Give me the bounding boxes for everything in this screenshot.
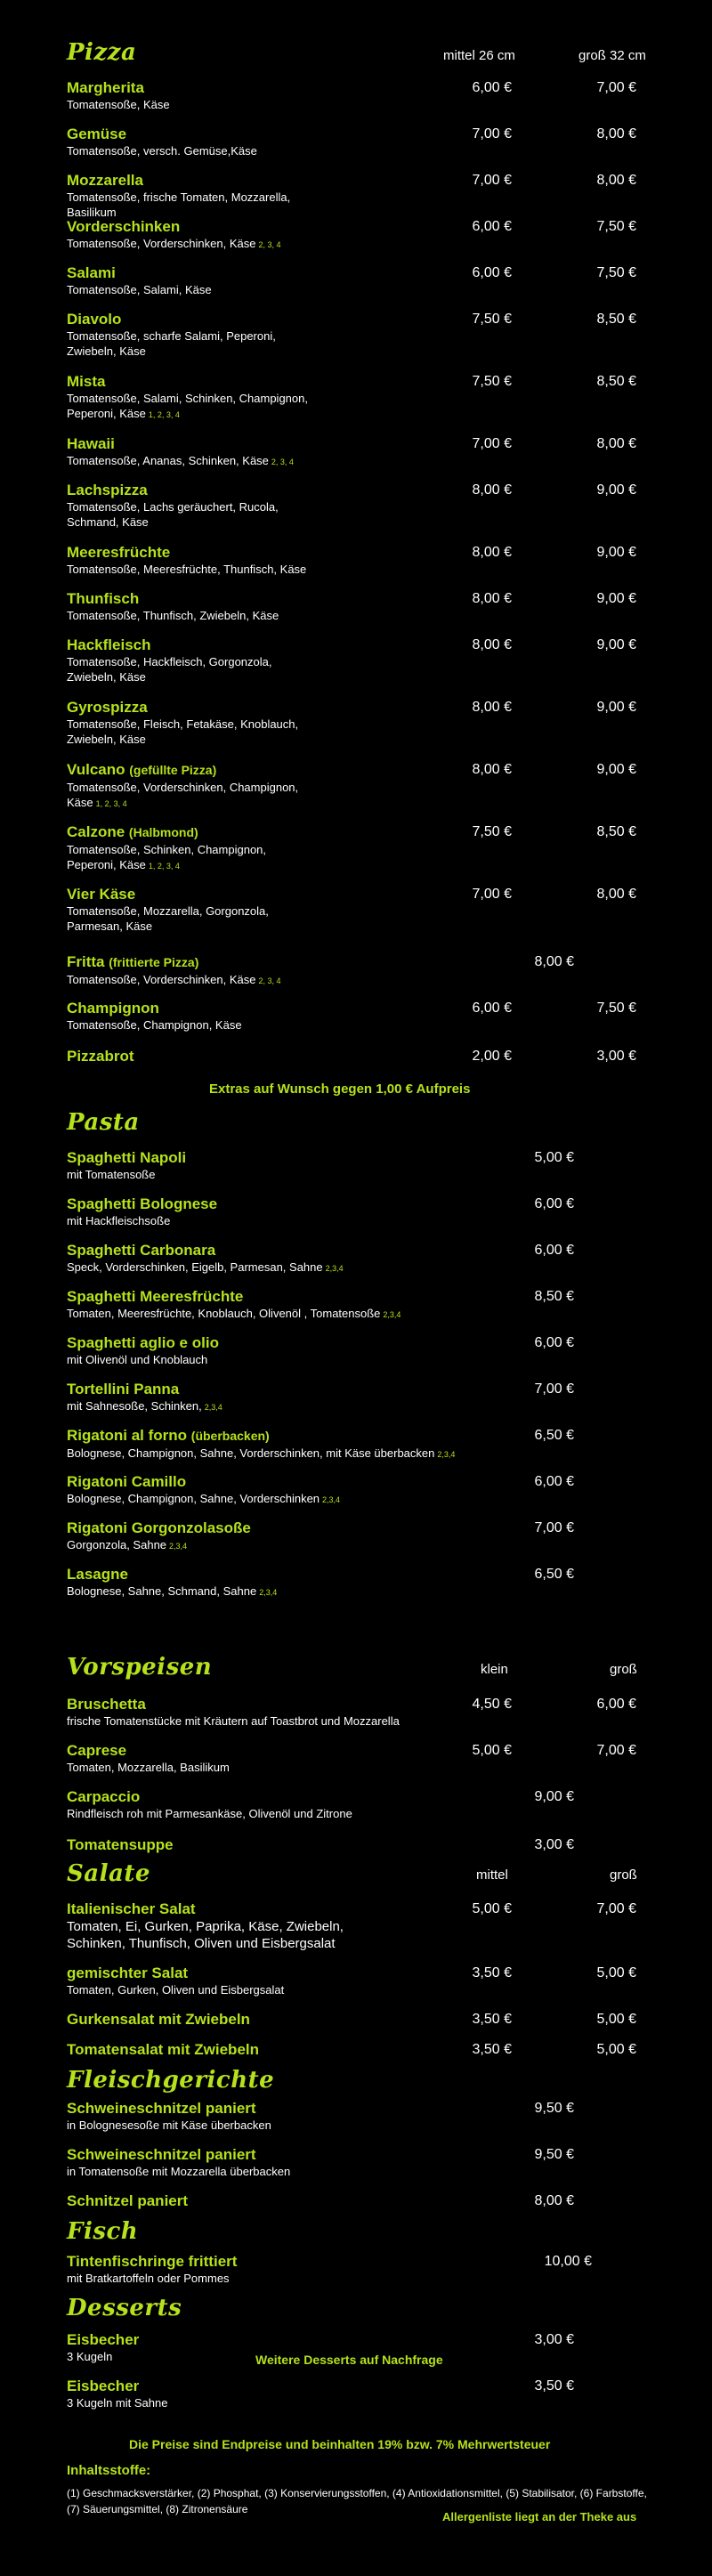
pizza-item-name: [67, 952, 690, 972]
vorspeisen-item: [67, 1835, 690, 1854]
pizza-price-gross: 8,50 €: [596, 374, 636, 389]
pizza-price-gross: 8,50 €: [596, 312, 636, 327]
pizza-item-description-text: Tomatensoße, scharfe Salami, Peperoni, Zwiebeln, Käse: [67, 329, 276, 358]
pizza-price-mittel: 6,00 €: [472, 219, 512, 234]
salate-item-description-text: Tomaten, Gurken, Oliven und Eisbergsalat: [67, 1983, 285, 1997]
pizza-price-gross: 9,00 €: [596, 545, 636, 560]
pizza-price-gross: 7,50 €: [596, 1000, 636, 1016]
desserts-item-description-text: 3 Kugeln mit Sahne: [67, 2396, 168, 2410]
pasta-item-name: [67, 1195, 690, 1213]
desserts-item: [67, 2377, 690, 2410]
pizza-extras-note: Extras auf Wunsch gegen 1,00 € Aufpreis: [209, 1081, 471, 1097]
pasta-item-description: [67, 1167, 494, 1182]
pizza-price-mittel: 2,00 €: [472, 1049, 512, 1064]
pizza-item-title: Mista: [67, 373, 106, 390]
pasta-item-name: [67, 1148, 690, 1167]
pasta-item: [67, 1148, 690, 1182]
vorspeisen-col2-header: groß: [610, 1662, 637, 1677]
pizza-item-description-text: Tomatensoße, Vorderschinken, Champignon, Käse: [67, 781, 299, 809]
pasta-item-title: Spaghetti Napoli: [67, 1149, 187, 1166]
pasta-item-subtitle: (überbacken): [190, 1429, 270, 1443]
pasta-price: 6,00 €: [534, 1196, 574, 1211]
pizza-price-gross: 8,50 €: [596, 824, 636, 839]
pizza-item-description-text: Tomatensoße, Hackfleisch, Gorgonzola, Zwiebeln, Käse: [67, 655, 272, 684]
pizza-price-gross: 8,00 €: [596, 887, 636, 902]
fisch-item-description: [67, 2271, 494, 2286]
pizza-item-description: [67, 236, 316, 253]
pizza-price-mittel: 8,00 €: [472, 762, 512, 777]
pizza-price-mittel: 7,00 €: [472, 173, 512, 188]
vorspeisen-item-title: Bruschetta: [67, 1696, 146, 1713]
desserts-item-name: [67, 2377, 690, 2395]
pizza-price-gross: 9,00 €: [596, 700, 636, 715]
pizza-price-gross: 9,00 €: [596, 637, 636, 652]
pasta-item-description: [67, 1446, 494, 1462]
pizza-item-description-text: Tomatensoße, Thunfisch, Zwiebeln, Käse: [67, 609, 279, 622]
vorspeisen-price-single: 9,00 €: [534, 1789, 574, 1804]
pizza-item-title: Calzone: [67, 823, 125, 840]
salate-section-title: Salate: [67, 1860, 150, 1887]
salate-price-mittel: 3,50 €: [472, 2012, 512, 2027]
pizza-price-gross: 7,50 €: [596, 265, 636, 280]
fleisch-item-title: Schweineschnitzel paniert: [67, 2146, 256, 2163]
pizza-item-allergens: 1, 2, 3, 4: [95, 799, 127, 808]
salate-item-title: Tomatensalat mit Zwiebeln: [67, 2041, 260, 2058]
pizza-item-description: [67, 391, 316, 423]
pizza-col1-header: mittel 26 cm: [443, 48, 515, 63]
pasta-item-allergens: 2,3,4: [325, 1264, 344, 1273]
salate-item-description: [67, 1982, 494, 1997]
pizza-price-single: 8,00 €: [534, 954, 574, 969]
pasta-price: 6,00 €: [534, 1474, 574, 1489]
vorspeisen-item-description: [67, 1713, 494, 1729]
desserts-item-description-text: 3 Kugeln: [67, 2350, 113, 2363]
pizza-price-mittel: 7,00 €: [472, 887, 512, 902]
pasta-item-description-text: Gorgonzola, Sahne: [67, 1538, 167, 1551]
vorspeisen-col1-header: klein: [481, 1662, 508, 1677]
fisch-item-title: Tintenfischringe frittiert: [67, 2253, 238, 2270]
pizza-item-description-text: Tomatensoße, Meeresfrüchte, Thunfisch, Käse: [67, 563, 307, 576]
vorspeisen-item-description: [67, 1806, 494, 1821]
pizza-item-description: [67, 780, 316, 812]
pasta-item-title: Rigatoni al forno: [67, 1427, 188, 1444]
pasta-item-description-text: Bolognese, Champignon, Sahne, Vorderschinken, mit Käse überbacken: [67, 1446, 435, 1460]
pasta-item: [67, 1380, 690, 1415]
pizza-item-allergens: 2, 3, 4: [258, 240, 281, 249]
pizza-price-mittel: 7,50 €: [472, 312, 512, 327]
pasta-item-description-text: Bolognese, Champignon, Sahne, Vorderschinken: [67, 1492, 320, 1505]
vorspeisen-item-title: Caprese: [67, 1742, 127, 1759]
pasta-item-allergens: 2,3,4: [437, 1450, 456, 1459]
vorspeisen-item-description-text: Tomaten, Mozzarella, Basilikum: [67, 1761, 230, 1774]
pizza-item-description: [67, 453, 316, 470]
pasta-item-name: [67, 1241, 690, 1260]
pizza-item-title: Margherita: [67, 79, 144, 96]
vorspeisen-price-gross: 7,00 €: [596, 1743, 636, 1758]
pizza-price-mittel: 8,00 €: [472, 482, 512, 498]
pizza-item-description: [67, 608, 316, 623]
allergen-list-note: Allergenliste liegt an der Theke aus: [442, 2510, 637, 2523]
salate-price-gross: 5,00 €: [596, 1965, 636, 1981]
pizza-price-mittel: 7,50 €: [472, 824, 512, 839]
vorspeisen-section-title: Vorspeisen: [67, 1654, 213, 1681]
desserts-price: 3,50 €: [534, 2378, 574, 2394]
pasta-item-description-text: Bolognese, Sahne, Schmand, Sahne: [67, 1584, 257, 1598]
desserts-item-description: [67, 2395, 494, 2410]
pizza-item-title: Hackfleisch: [67, 636, 151, 653]
pasta-price: 7,00 €: [534, 1520, 574, 1535]
pasta-item-name: [67, 1519, 690, 1537]
pasta-item: [67, 1195, 690, 1228]
pasta-item-description: [67, 1398, 494, 1415]
pasta-item-title: Spaghetti Bolognese: [67, 1195, 218, 1212]
pizza-item-title: Lachspizza: [67, 482, 148, 498]
pasta-item-name: [67, 1565, 690, 1584]
pizza-item-title: Meeresfrüchte: [67, 544, 171, 561]
pasta-price: 6,00 €: [534, 1243, 574, 1258]
pasta-item: [67, 1565, 690, 1600]
pizza-item-description-text: Tomatensoße, Käse: [67, 98, 170, 111]
pizza-col2-header: groß 32 cm: [578, 48, 646, 63]
vorspeisen-item-name: [67, 1787, 690, 1806]
pizza-item-allergens: 2, 3, 4: [258, 976, 281, 985]
pasta-item-description: [67, 1260, 494, 1276]
inhaltsstoffe-line-1: (1) Geschmacksverstärker, (2) Phosphat, (3) Konservierungsstoffen, (4) Antioxidationsmittel, (5) Stabilisator, (6) Farbstoffe,: [67, 2487, 647, 2499]
pizza-item-description: [67, 143, 316, 158]
pizza-item-description-text: Tomatensoße, Fleisch, Fetakäse, Knoblauch, Zwiebeln, Käse: [67, 717, 299, 746]
fleisch-item-title: Schnitzel paniert: [67, 2192, 189, 2209]
salate-price-gross: 5,00 €: [596, 2012, 636, 2027]
pizza-item-description-text: Tomatensoße, Champignon, Käse: [67, 1018, 242, 1032]
pizza-item-subtitle: (Halbmond): [128, 825, 198, 839]
vorspeisen-price-gross: 6,00 €: [596, 1697, 636, 1712]
pizza-item-description: [67, 654, 316, 685]
pasta-item-title: Spaghetti Carbonara: [67, 1242, 216, 1259]
pizza-item-description-text: Tomatensoße, Schinken, Champignon, Peperoni, Käse: [67, 843, 267, 871]
fisch-item-description-text: mit Bratkartoffeln oder Pommes: [67, 2272, 230, 2285]
salate-item-description: [67, 1918, 360, 1952]
pasta-item-title: Spaghetti aglio e olio: [67, 1334, 219, 1351]
pasta-item-name: [67, 1426, 690, 1446]
fleisch-item: [67, 2099, 690, 2133]
pizza-item-title: Vulcano: [67, 761, 125, 778]
pasta-item: [67, 1426, 690, 1462]
pasta-item-title: Rigatoni Gorgonzolasoße: [67, 1519, 251, 1536]
pasta-item-description-text: Tomaten, Meeresfrüchte, Knoblauch, Olivenöl , Tomatensoße: [67, 1307, 381, 1320]
salate-price-mittel: 3,50 €: [472, 1965, 512, 1981]
pasta-item-description-text: mit Hackfleischsoße: [67, 1214, 171, 1227]
pizza-price-gross: 7,00 €: [596, 80, 636, 95]
pizza-item-title: Vorderschinken: [67, 218, 181, 235]
pizza-item-description: [67, 562, 316, 577]
pasta-item: [67, 1241, 690, 1276]
fleisch-item-title: Schweineschnitzel paniert: [67, 2100, 256, 2117]
pasta-price: 6,00 €: [534, 1335, 574, 1350]
pizza-item-description-text: Tomatensoße, Salami, Schinken, Champignon, Peperoni, Käse: [67, 392, 308, 420]
pizza-price-mittel: 7,50 €: [472, 374, 512, 389]
pasta-item-description: [67, 1537, 494, 1554]
salate-price-mittel: 3,50 €: [472, 2042, 512, 2057]
pizza-item-title: Diavolo: [67, 311, 122, 328]
pasta-item-title: Rigatoni Camillo: [67, 1473, 187, 1490]
pizza-item-description: [67, 903, 316, 934]
pizza-price-gross: 9,00 €: [596, 762, 636, 777]
inhaltsstoffe-title: Inhaltsstoffe:: [67, 2463, 151, 2478]
fleisch-item-name: [67, 2191, 690, 2210]
pasta-item: [67, 1472, 690, 1508]
pasta-item-description: [67, 1306, 494, 1323]
pasta-item-title: Spaghetti Meeresfrüchte: [67, 1288, 244, 1305]
pizza-item-title: Fritta: [67, 953, 105, 970]
pizza-price-gross: 9,00 €: [596, 482, 636, 498]
pizza-item-title: Champignon: [67, 1000, 159, 1017]
salate-item-title: Italienischer Salat: [67, 1900, 196, 1917]
pasta-item-allergens: 2,3,4: [169, 1542, 188, 1551]
pizza-item-title: Gemüse: [67, 126, 127, 142]
pasta-price: 5,00 €: [534, 1150, 574, 1165]
pizza-item-allergens: 1, 2, 3, 4: [148, 862, 180, 871]
pizza-price-mittel: 8,00 €: [472, 591, 512, 606]
fleisch-price: 9,50 €: [534, 2101, 574, 2116]
salate-price-mittel: 5,00 €: [472, 1901, 512, 1916]
pasta-item-description-text: mit Sahnesoße, Schinken,: [67, 1399, 202, 1413]
pasta-item-name: [67, 1380, 690, 1398]
pasta-item-allergens: 2,3,4: [383, 1310, 401, 1319]
salate-price-gross: 5,00 €: [596, 2042, 636, 2057]
pasta-item-description-text: mit Olivenöl und Knoblauch: [67, 1353, 208, 1366]
fleisch-price: 9,50 €: [534, 2147, 574, 2162]
vorspeisen-item-description: [67, 1760, 494, 1775]
pasta-item: [67, 1287, 690, 1323]
pizza-item-description: [67, 190, 316, 220]
vorspeisen-price-klein: 5,00 €: [472, 1743, 512, 1758]
desserts-more-note: Weitere Desserts auf Nachfrage: [255, 2353, 443, 2367]
fisch-item-name: [67, 2252, 690, 2271]
fleisch-item-name: [67, 2145, 690, 2164]
pasta-item-name: [67, 1333, 690, 1352]
salate-item-description-text: Tomaten, Ei, Gurken, Paprika, Käse, Zwiebeln, Schinken, Thunfisch, Oliven und Eisbergsalat: [67, 1919, 344, 1951]
vorspeisen-item-description-text: frische Tomatenstücke mit Kräutern auf Toastbrot und Mozzarella: [67, 1714, 400, 1728]
pizza-section-title: Pizza: [67, 39, 137, 66]
fleisch-item-description: [67, 2118, 494, 2133]
prices-note: Die Preise sind Endpreise und beinhalten 19% bzw. 7% Mehrwertsteuer: [129, 2437, 551, 2451]
inhaltsstoffe-line-2: (7) Säuerungsmittel, (8) Zitronensäure: [67, 2503, 248, 2515]
desserts-item-title: Eisbecher: [67, 2378, 140, 2394]
fleisch-item-description-text: in Bolognesesoße mit Käse überbacken: [67, 2118, 271, 2132]
pizza-price-mittel: 6,00 €: [472, 1000, 512, 1016]
pasta-price: 6,50 €: [534, 1567, 574, 1582]
pasta-item-description: [67, 1584, 494, 1600]
pizza-item-allergens: 1, 2, 3, 4: [148, 410, 180, 419]
pasta-item-description-text: mit Tomatensoße: [67, 1168, 156, 1181]
pizza-item-description: [67, 328, 316, 359]
pizza-item-subtitle: (gefüllte Pizza): [129, 763, 217, 777]
fleisch-section-title: Fleischgerichte: [67, 2067, 275, 2094]
fisch-price: 10,00 €: [544, 2254, 592, 2269]
pizza-item-title: Pizzabrot: [67, 1048, 134, 1065]
pasta-price: 8,50 €: [534, 1289, 574, 1304]
pizza-item-title: Mozzarella: [67, 172, 143, 189]
pasta-item-description: [67, 1213, 494, 1228]
desserts-item-title: Eisbecher: [67, 2331, 140, 2348]
pizza-item-description-text: Tomatensoße, Ananas, Schinken, Käse: [67, 454, 269, 467]
salate-item-title: Gurkensalat mit Zwiebeln: [67, 2011, 250, 2028]
pizza-item-description-text: Tomatensoße, Mozzarella, Gorgonzola, Parmesan, Käse: [67, 904, 269, 933]
pizza-item-title: Salami: [67, 264, 116, 281]
pizza-item-description-text: Tomatensoße, versch. Gemüse,Käse: [67, 144, 257, 158]
pizza-item-subtitle: (frittierte Pizza): [109, 955, 199, 969]
pasta-price: 7,00 €: [534, 1381, 574, 1397]
pasta-item-description: [67, 1352, 494, 1367]
pizza-price-gross: 8,00 €: [596, 436, 636, 451]
pasta-item-title: Lasagne: [67, 1566, 128, 1583]
vorspeisen-item-description-text: Rindfleisch roh mit Parmesankäse, Olivenöl und Zitrone: [67, 1807, 352, 1820]
vorspeisen-price-single: 3,00 €: [534, 1837, 574, 1852]
pizza-price-mittel: 6,00 €: [472, 265, 512, 280]
pizza-item-description-text: Tomatensoße, Salami, Käse: [67, 283, 212, 296]
salate-col1-header: mittel: [476, 1867, 508, 1883]
fleisch-item-description-text: in Tomatensoße mit Mozzarella überbacken: [67, 2165, 291, 2178]
desserts-price: 3,00 €: [534, 2332, 574, 2347]
vorspeisen-item-name: [67, 1835, 690, 1854]
pasta-item-description: [67, 1491, 494, 1508]
pizza-item-description: [67, 717, 316, 747]
pasta-item-allergens: 2,3,4: [204, 1403, 222, 1412]
pizza-item-description: [67, 282, 316, 297]
vorspeisen-price-klein: 4,50 €: [472, 1697, 512, 1712]
pasta-item-allergens: 2,3,4: [259, 1588, 278, 1597]
pizza-price-mittel: 8,00 €: [472, 637, 512, 652]
pizza-item-description: [67, 972, 316, 989]
pizza-item-description-text: Tomatensoße, Vorderschinken, Käse: [67, 973, 256, 986]
fleisch-item: [67, 2145, 690, 2179]
pizza-item-title: Vier Käse: [67, 886, 136, 903]
vorspeisen-item: [67, 1787, 690, 1821]
pizza-item-title: Hawaii: [67, 435, 115, 452]
fleisch-item-description: [67, 2164, 494, 2179]
pizza-price-mittel: 6,00 €: [472, 80, 512, 95]
pasta-item-allergens: 2,3,4: [322, 1495, 341, 1504]
pizza-price-gross: 9,00 €: [596, 591, 636, 606]
pizza-price-mittel: 7,00 €: [472, 126, 512, 142]
salate-item-title: gemischter Salat: [67, 1964, 189, 1981]
pizza-price-mittel: 8,00 €: [472, 700, 512, 715]
salate-price-gross: 7,00 €: [596, 1901, 636, 1916]
pasta-item-name: [67, 1287, 690, 1306]
pasta-item-name: [67, 1472, 690, 1491]
fisch-section-title: Fisch: [67, 2218, 139, 2245]
pizza-item-description-text: Tomatensoße, Vorderschinken, Käse: [67, 237, 256, 250]
pasta-price: 6,50 €: [534, 1428, 574, 1443]
pizza-item: [67, 952, 690, 989]
pasta-item: [67, 1519, 690, 1554]
pizza-price-gross: 3,00 €: [596, 1049, 636, 1064]
fisch-item: [67, 2252, 690, 2286]
pizza-item-title: Thunfisch: [67, 590, 140, 607]
pizza-price-gross: 8,00 €: [596, 126, 636, 142]
desserts-item-name: [67, 2330, 690, 2349]
pizza-price-gross: 8,00 €: [596, 173, 636, 188]
pizza-item-title: Gyrospizza: [67, 699, 148, 716]
pizza-item-description: [67, 97, 316, 112]
pasta-item-description-text: Speck, Vorderschinken, Eigelb, Parmesan, Sahne: [67, 1260, 323, 1274]
fleisch-price: 8,00 €: [534, 2193, 574, 2208]
pizza-item-description: [67, 1017, 316, 1033]
pasta-item: [67, 1333, 690, 1367]
pizza-price-gross: 7,50 €: [596, 219, 636, 234]
pizza-item-description-text: Tomatensoße, frische Tomaten, Mozzarella, Basilikum: [67, 190, 291, 219]
vorspeisen-item-title: Carpaccio: [67, 1788, 141, 1805]
pizza-price-mittel: 7,00 €: [472, 436, 512, 451]
pizza-price-mittel: 8,00 €: [472, 545, 512, 560]
fleisch-item-name: [67, 2099, 690, 2118]
pasta-item-title: Tortellini Panna: [67, 1381, 180, 1397]
pizza-item-description: [67, 842, 316, 874]
pizza-item-description: [67, 499, 316, 530]
desserts-section-title: Desserts: [67, 2295, 182, 2321]
vorspeisen-item-title: Tomatensuppe: [67, 1836, 174, 1853]
pizza-item-description-text: Tomatensoße, Lachs geräuchert, Rucola, Schmand, Käse: [67, 500, 279, 529]
pasta-section-title: Pasta: [67, 1109, 140, 1136]
salate-col2-header: groß: [610, 1867, 637, 1883]
pizza-item-allergens: 2, 3, 4: [271, 458, 294, 466]
fleisch-item: [67, 2191, 690, 2210]
